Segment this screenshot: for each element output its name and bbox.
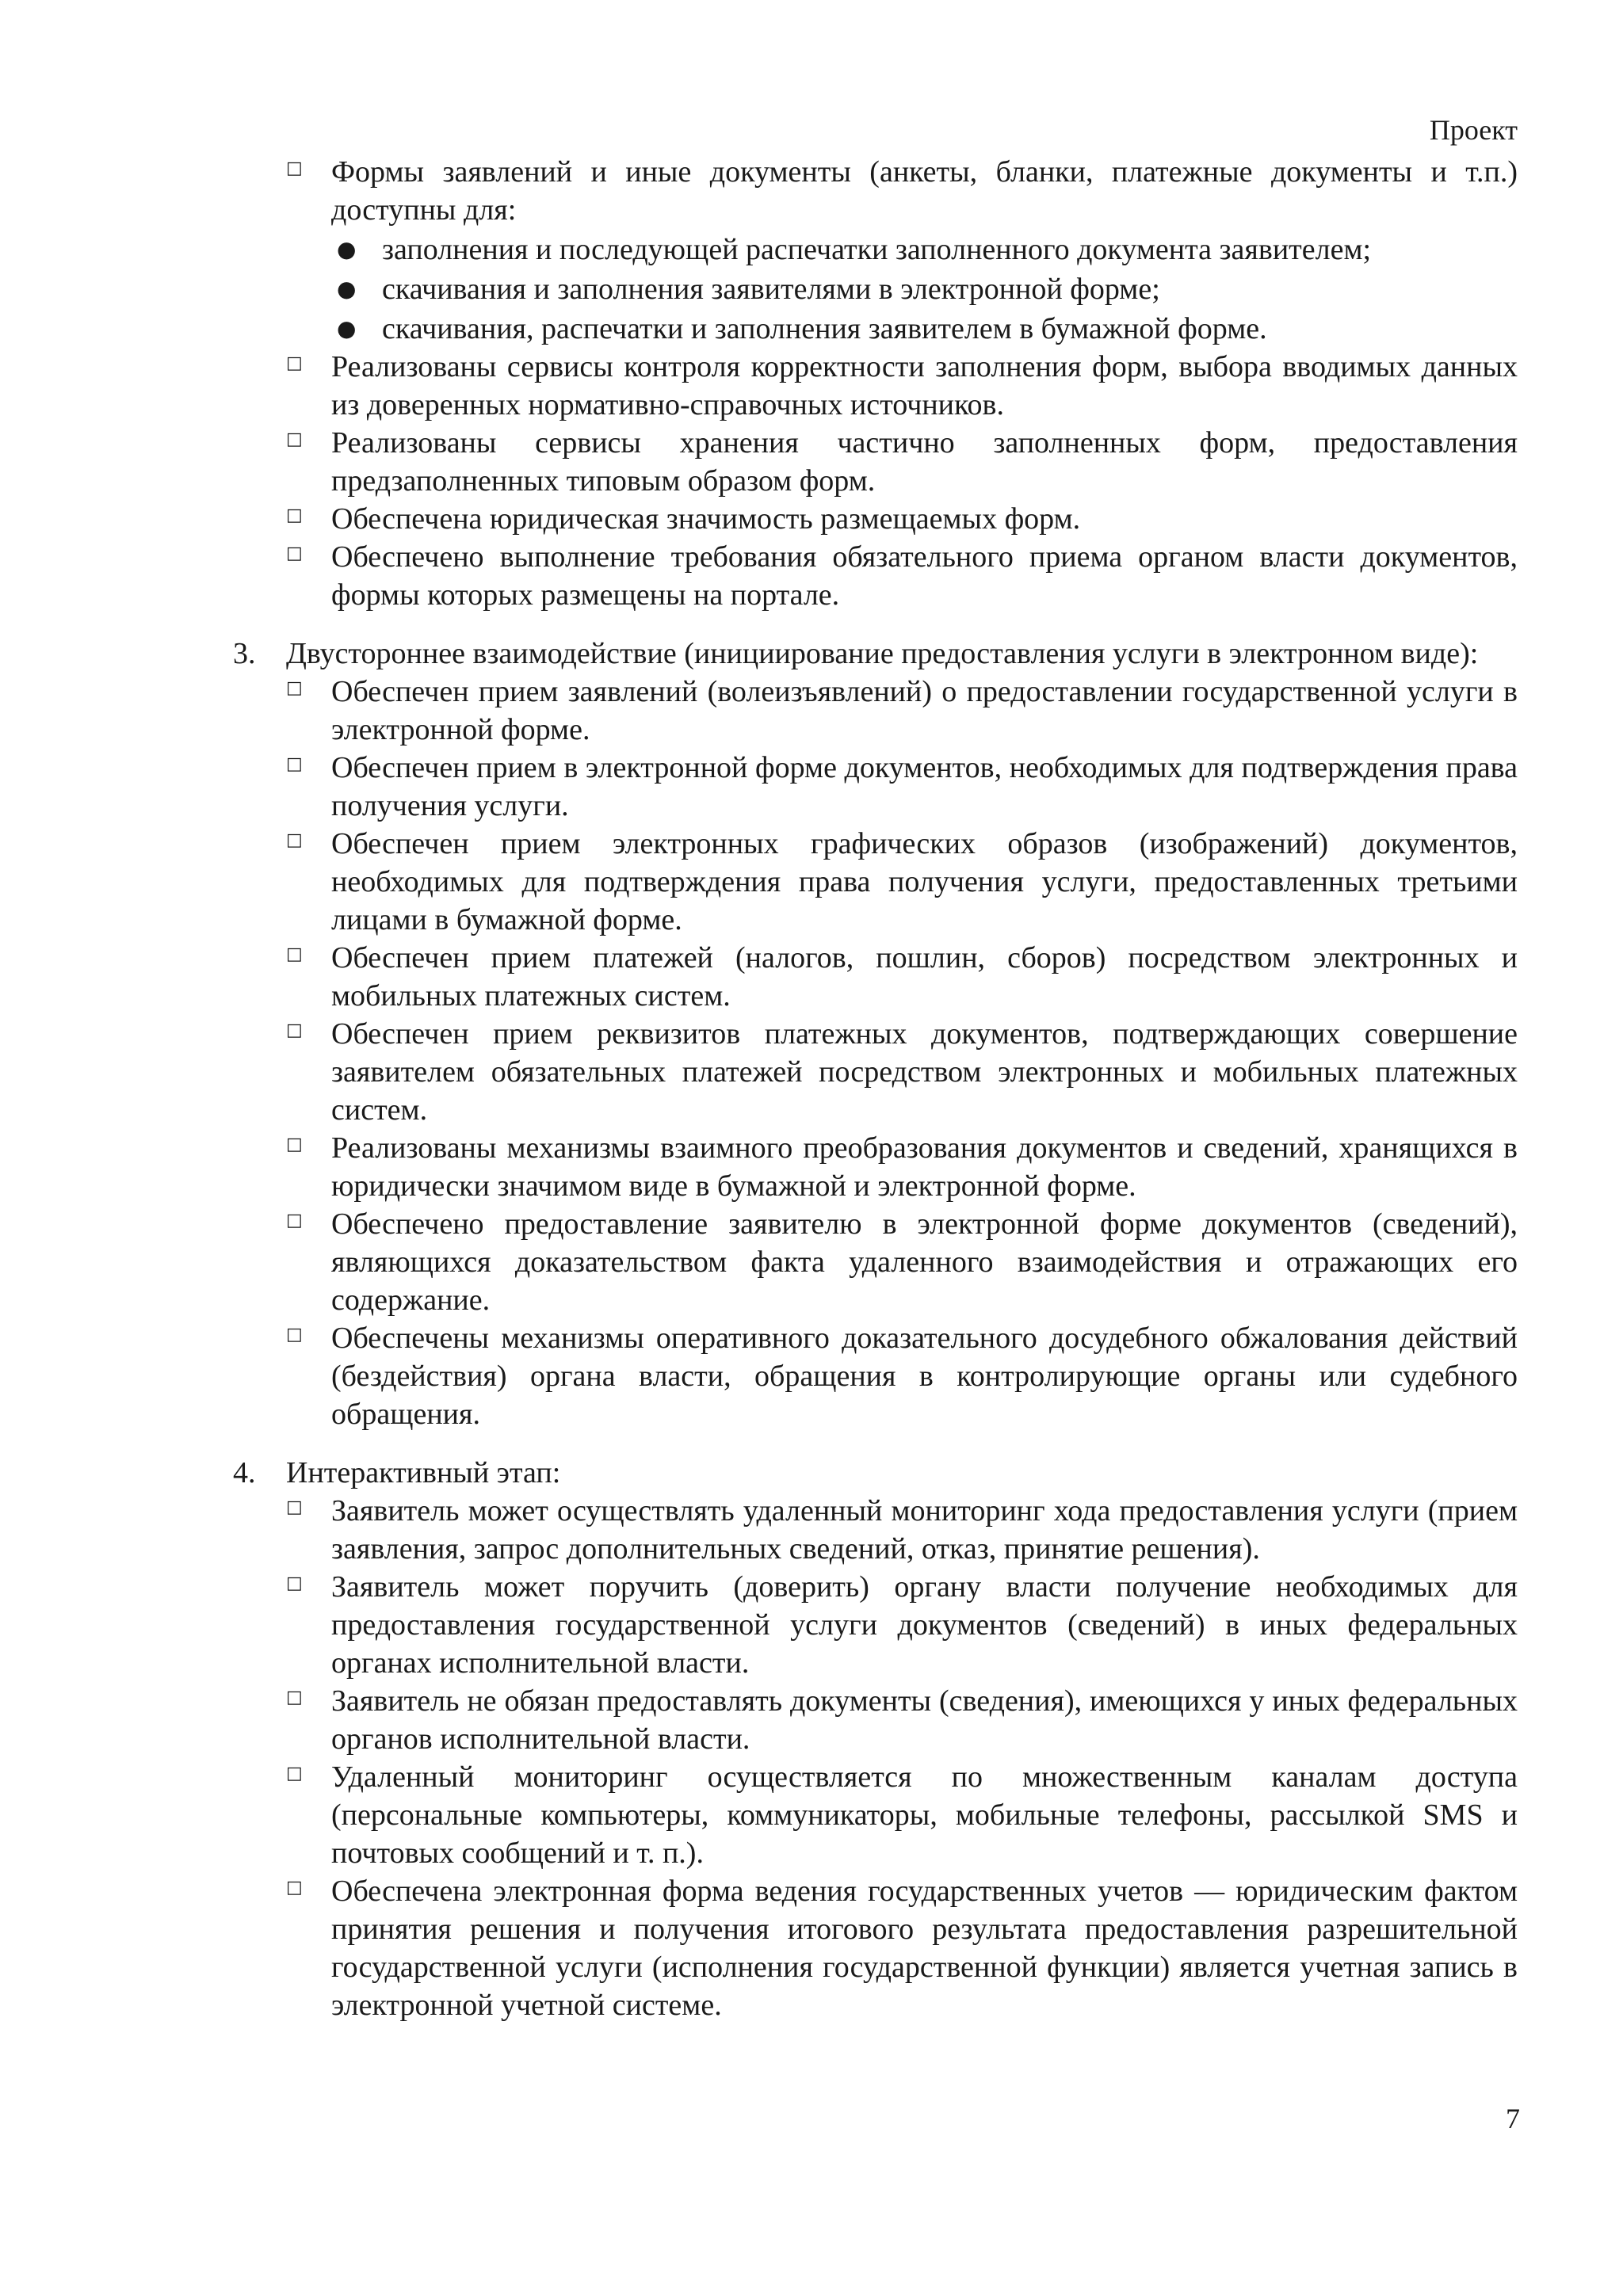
dot-bullet-icon: ● xyxy=(337,276,357,302)
list-item xyxy=(230,673,1518,749)
dot-bullet-icon: ● xyxy=(337,236,357,262)
list-item-text: Заявитель может осуществлять удаленный мониторинг хода предоставления услуги (прием заявления, запрос дополнительных сведений, отказ, принятие решения). xyxy=(331,1494,1518,1566)
square-bullet-icon: □ xyxy=(286,1573,303,1593)
page-header: Проект xyxy=(1429,114,1518,146)
numbered-item xyxy=(230,635,1518,673)
square-bullet-icon: □ xyxy=(286,1688,303,1707)
square-bullet-icon: □ xyxy=(286,429,303,449)
list-item xyxy=(230,231,1518,269)
numbered-item-text: Интерактивный этап: xyxy=(286,1456,561,1489)
square-bullet-icon: □ xyxy=(286,353,303,373)
list-item xyxy=(230,538,1518,614)
square-bullet-icon: □ xyxy=(286,830,303,850)
list-item-text: Обеспечено предоставление заявителю в электронной форме документов (сведений), являющихся доказательством факта удаленного взаимодействия и отражающих его содержание. xyxy=(331,1207,1518,1317)
square-bullet-icon: □ xyxy=(286,944,303,964)
list-item-text: Обеспечен прием заявлений (волеизъявлений) о предоставлении государственной услуги в электронной форме. xyxy=(331,675,1518,746)
square-bullet-icon: □ xyxy=(286,1020,303,1040)
list-item-text: скачивания, распечатки и заполнения заявителем в бумажной форме. xyxy=(382,312,1267,345)
list-item-text: Обеспечен прием в электронной форме документов, необходимых для подтверждения права получения услуги. xyxy=(331,751,1518,822)
list-item xyxy=(230,1205,1518,1319)
item-number: 4. xyxy=(233,1456,256,1489)
numbered-item-text: Двустороннее взаимодействие (инициирование предоставления услуги в электронном виде): xyxy=(286,637,1479,670)
document-body xyxy=(230,153,1518,2024)
list-item xyxy=(230,1015,1518,1129)
list-item xyxy=(230,1682,1518,1758)
list-item xyxy=(230,825,1518,939)
list-item xyxy=(230,348,1518,424)
square-bullet-icon: □ xyxy=(286,678,303,698)
list-item-text: Обеспечен прием реквизитов платежных документов, подтверждающих совершение заявителем обязательных платежей посредством электронных и мобильных платежных систем. xyxy=(331,1017,1518,1127)
square-bullet-icon: □ xyxy=(286,505,303,525)
square-bullet-icon: □ xyxy=(286,1764,303,1783)
square-bullet-icon: □ xyxy=(286,1325,303,1344)
list-item-text: Обеспечено выполнение требования обязательного приема органом власти документов, формы которых размещены на портале. xyxy=(331,540,1518,612)
list-item-text: заполнения и последующей распечатки заполненного документа заявителем; xyxy=(382,233,1372,266)
list-item-text: Реализованы сервисы контроля корректности заполнения форм, выбора вводимых данных из доверенных нормативно-справочных источников. xyxy=(331,350,1518,421)
square-bullet-icon: □ xyxy=(286,1878,303,1897)
square-bullet-icon: □ xyxy=(286,1135,303,1154)
list-item xyxy=(230,1492,1518,1568)
list-item-text: Обеспечен прием платежей (налогов, пошлин, сборов) посредством электронных и мобильных платежных систем. xyxy=(331,941,1518,1013)
list-item xyxy=(230,1319,1518,1433)
list-item-text: Формы заявлений и иные документы (анкеты, бланки, платежные документы и т.п.) доступны для: xyxy=(331,155,1518,227)
list-item-text: Обеспечен прием электронных графических образов (изображений) документов, необходимых для подтверждения права получения услуги, предоставленных третьими лицами в бумажной форме. xyxy=(331,827,1518,936)
list-item xyxy=(230,1129,1518,1205)
list-item xyxy=(230,1872,1518,2024)
list-item-text: Обеспечена электронная форма ведения государственных учетов — юридическим фактом принятия решения и получения итогового результата предоставления разрешительной государственной услуги (исполнения государственной функции) является учетная запись в электронной учетной системе. xyxy=(331,1875,1518,2022)
list-item xyxy=(230,500,1518,538)
list-item xyxy=(230,1758,1518,1872)
list-item-text: Заявитель не обязан предоставлять документы (сведения), имеющихся у иных федеральных органов исполнительной власти. xyxy=(331,1684,1518,1756)
list-item xyxy=(230,270,1518,308)
list-item-text: Обеспечены механизмы оперативного доказательного досудебного обжалования действий (бездействия) органа власти, обращения в контролирующие органы или судебного обращения. xyxy=(331,1322,1518,1431)
list-item-text: Реализованы механизмы взаимного преобразования документов и сведений, хранящихся в юридически значимом виде в бумажной и электронной форме. xyxy=(331,1131,1518,1203)
list-item-text: Заявитель может поручить (доверить) органу власти получение необходимых для предоставления государственной услуги документов (сведений) в иных федеральных органах исполнительной власти. xyxy=(331,1570,1518,1680)
list-item-text: скачивания и заполнения заявителями в электронной форме; xyxy=(382,273,1160,306)
square-bullet-icon: □ xyxy=(286,1497,303,1517)
item-number: 3. xyxy=(233,637,256,670)
list-item-text: Реализованы сервисы хранения частично заполненных форм, предоставления предзаполненных типовым образом форм. xyxy=(331,426,1518,498)
list-item xyxy=(230,153,1518,229)
page-number: 7 xyxy=(1506,2103,1520,2134)
square-bullet-icon: □ xyxy=(286,158,303,178)
square-bullet-icon: □ xyxy=(286,1211,303,1230)
list-item-text: Обеспечена юридическая значимость размещаемых форм. xyxy=(331,502,1081,536)
list-item xyxy=(230,939,1518,1015)
square-bullet-icon: □ xyxy=(286,754,303,774)
list-item xyxy=(230,424,1518,500)
list-item xyxy=(230,1568,1518,1682)
numbered-item xyxy=(230,1454,1518,1492)
square-bullet-icon: □ xyxy=(286,543,303,563)
list-item xyxy=(230,749,1518,825)
list-item-text: Удаленный мониторинг осуществляется по множественным каналам доступа (персональные компьютеры, коммуникаторы, мобильные телефоны, рассылкой SMS и почтовых сообщений и т. п.). xyxy=(331,1760,1518,1870)
dot-bullet-icon: ● xyxy=(337,315,357,341)
list-item xyxy=(230,310,1518,348)
